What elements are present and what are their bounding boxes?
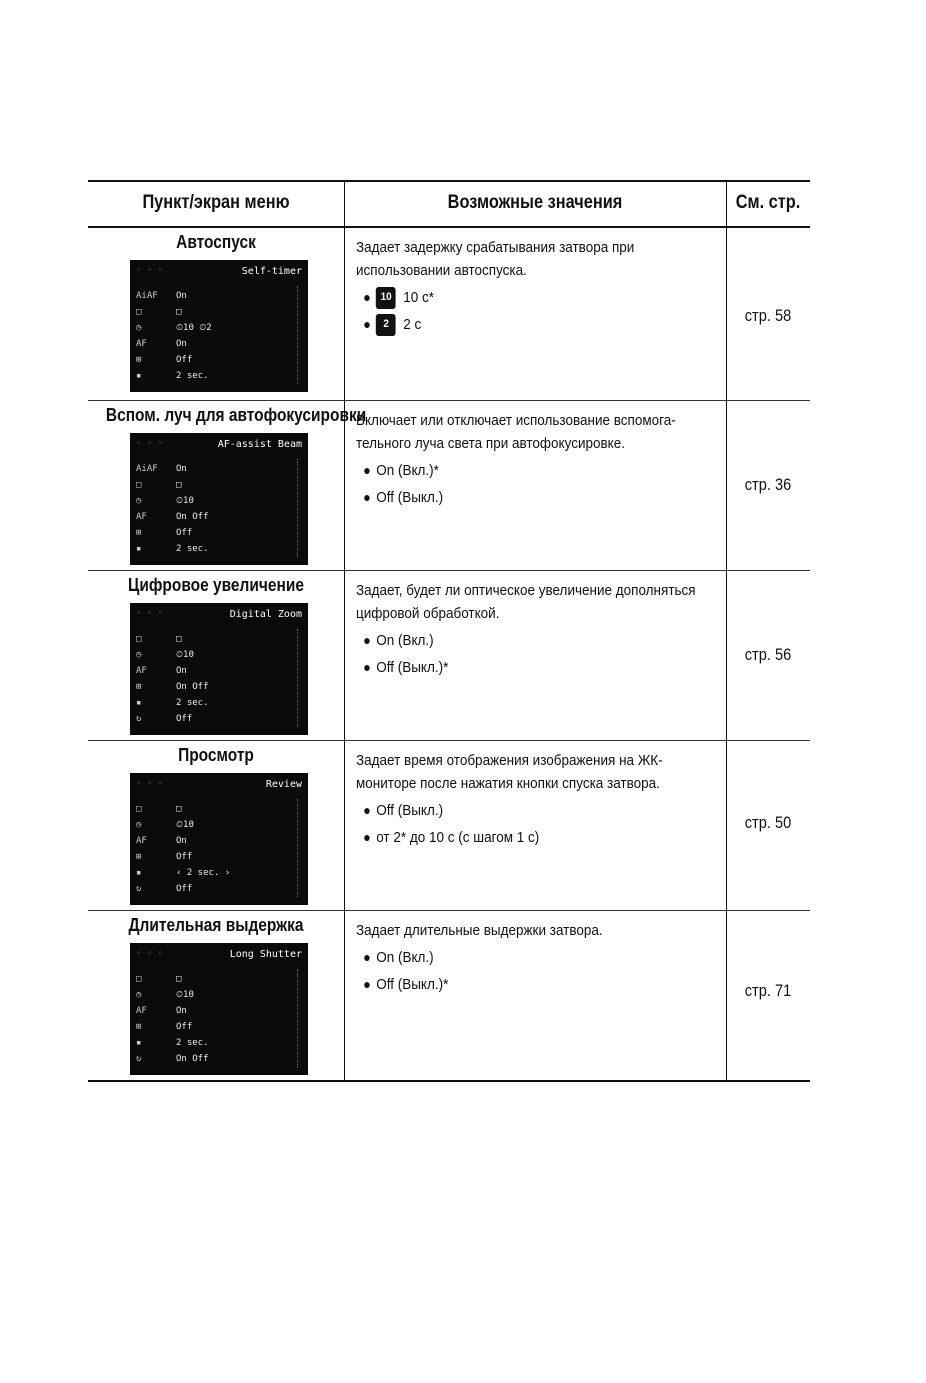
screen-row: ↻ Off — [136, 714, 193, 724]
bullet-item: ● Off (Выкл.)* — [363, 976, 449, 993]
screen-title: Review — [265, 779, 302, 790]
table-row — [88, 228, 810, 398]
screen-row: ▪ ‹ 2 sec. › — [136, 868, 231, 878]
self-timer-2-icon: 2 — [376, 314, 396, 336]
screen-scrollbar — [296, 969, 298, 1067]
screen-title: Digital Zoom — [229, 609, 302, 620]
screen-row: ⊞ On Off — [136, 682, 209, 692]
page-ref: стр. 56 — [744, 645, 792, 664]
bullet-item: ● On (Вкл.)* — [363, 462, 439, 479]
item-description — [356, 579, 696, 679]
menu-screen — [130, 943, 308, 1075]
tab-icons: ◦ ◦ ◦ — [136, 949, 164, 959]
item-title: Длительная выдержка — [128, 915, 304, 935]
menu-screen — [130, 603, 308, 735]
screen-row: □ □ — [136, 307, 182, 317]
screen-row: AF On — [136, 339, 187, 349]
screen-row: ⊞ Off — [136, 852, 193, 862]
screen-row: ▪ 2 sec. — [136, 1038, 209, 1048]
screen-row: ◷ ⏲10 ⏲2 — [136, 323, 212, 333]
screen-row: ◷ ⏲10 — [136, 820, 194, 830]
bullet-item: ● Off (Выкл.) — [363, 802, 444, 819]
item-description — [356, 919, 696, 996]
description-text: Задает время отображения изображения на ЖК-мониторе после нажатия кнопки спуска затвора. — [356, 752, 663, 792]
description-text: Задает длительные выдержки затвора. — [356, 922, 603, 939]
bullet-item: ● от 2* до 10 с (с шагом 1 с) — [363, 829, 540, 846]
tab-icons: ◦ ◦ ◦ — [136, 266, 164, 276]
screen-row: ↻ On Off — [136, 1054, 209, 1064]
item-title: Просмотр — [178, 745, 254, 765]
bullet-item: ● On (Вкл.) — [363, 632, 434, 649]
item-title: Цифровое увеличение — [128, 575, 304, 595]
screen-scrollbar — [296, 629, 298, 727]
self-timer-10-icon: 10 — [376, 287, 396, 309]
screen-row: ↻ Off — [136, 884, 193, 894]
bullet-item: ● Off (Выкл.)* — [363, 659, 449, 676]
page-ref: стр. 50 — [744, 813, 792, 832]
bottom-rule — [88, 1080, 810, 1082]
item-description — [356, 236, 696, 336]
screen-row: AF On — [136, 1006, 187, 1016]
bullet-item: ● Off (Выкл.) — [363, 489, 444, 506]
screen-title: Long Shutter — [229, 949, 302, 960]
table-row — [88, 401, 810, 569]
bullet-item: ● 10 10 с* — [356, 286, 696, 309]
page-ref: стр. 58 — [744, 306, 792, 325]
screen-row: ⊞ Off — [136, 1022, 193, 1032]
screen-row: □ □ — [136, 974, 182, 984]
table-row — [88, 911, 810, 1079]
screen-row: AiAF On — [136, 291, 187, 301]
tab-icons: ◦ ◦ ◦ — [136, 779, 164, 789]
page-ref: стр. 71 — [744, 981, 792, 1000]
description-text: Включает или отключает использование вспомога-тельного луча света при автофокусировке. — [356, 412, 676, 452]
menu-screen — [130, 773, 308, 905]
screen-row: ⊞ Off — [136, 355, 193, 365]
screen-row: ◷ ⏲10 — [136, 650, 194, 660]
description-text: Задает задержку срабатывания затвора при использовании автоспуска. — [356, 239, 635, 279]
table-row — [88, 741, 810, 909]
page-ref: стр. 36 — [744, 475, 792, 494]
screen-row: ▪ 2 sec. — [136, 698, 209, 708]
header-col-values: Возможные значения — [447, 192, 623, 213]
screen-scrollbar — [296, 459, 298, 557]
item-title: Вспом. луч для автофокусировки — [105, 405, 367, 425]
description-text: Задает, будет ли оптическое увеличение дополняться цифровой обработкой. — [356, 582, 696, 622]
screen-row: ▪ 2 sec. — [136, 371, 209, 381]
screen-scrollbar — [296, 286, 298, 384]
header-col-item: Пункт/экран меню — [142, 192, 290, 213]
screen-row: □ □ — [136, 634, 182, 644]
screen-row: □ □ — [136, 480, 182, 490]
header-col-page: См. стр. — [735, 192, 801, 213]
menu-screen — [130, 260, 308, 392]
screen-row: AiAF On — [136, 464, 187, 474]
item-description — [356, 749, 696, 849]
screen-title: AF-assist Beam — [217, 439, 302, 450]
screen-title: Self-timer — [241, 266, 302, 277]
screen-row: AF On — [136, 836, 187, 846]
tab-icons: ◦ ◦ ◦ — [136, 609, 164, 619]
screen-row: ▪ 2 sec. — [136, 544, 209, 554]
screen-row: ◷ ⏲10 — [136, 496, 194, 506]
item-title: Автоспуск — [176, 232, 256, 252]
screen-row: ⊞ Off — [136, 528, 193, 538]
screen-row: ◷ ⏲10 — [136, 990, 194, 1000]
bullet-item: ● On (Вкл.) — [363, 949, 434, 966]
screen-row: AF On — [136, 666, 187, 676]
tab-icons: ◦ ◦ ◦ — [136, 439, 164, 449]
item-description — [356, 409, 696, 509]
screen-row: □ □ — [136, 804, 182, 814]
bullet-item: ● 2 2 с — [356, 313, 696, 336]
screen-scrollbar — [296, 799, 298, 897]
menu-screen — [130, 433, 308, 565]
screen-row: AF On Off — [136, 512, 209, 522]
table-row — [88, 571, 810, 739]
